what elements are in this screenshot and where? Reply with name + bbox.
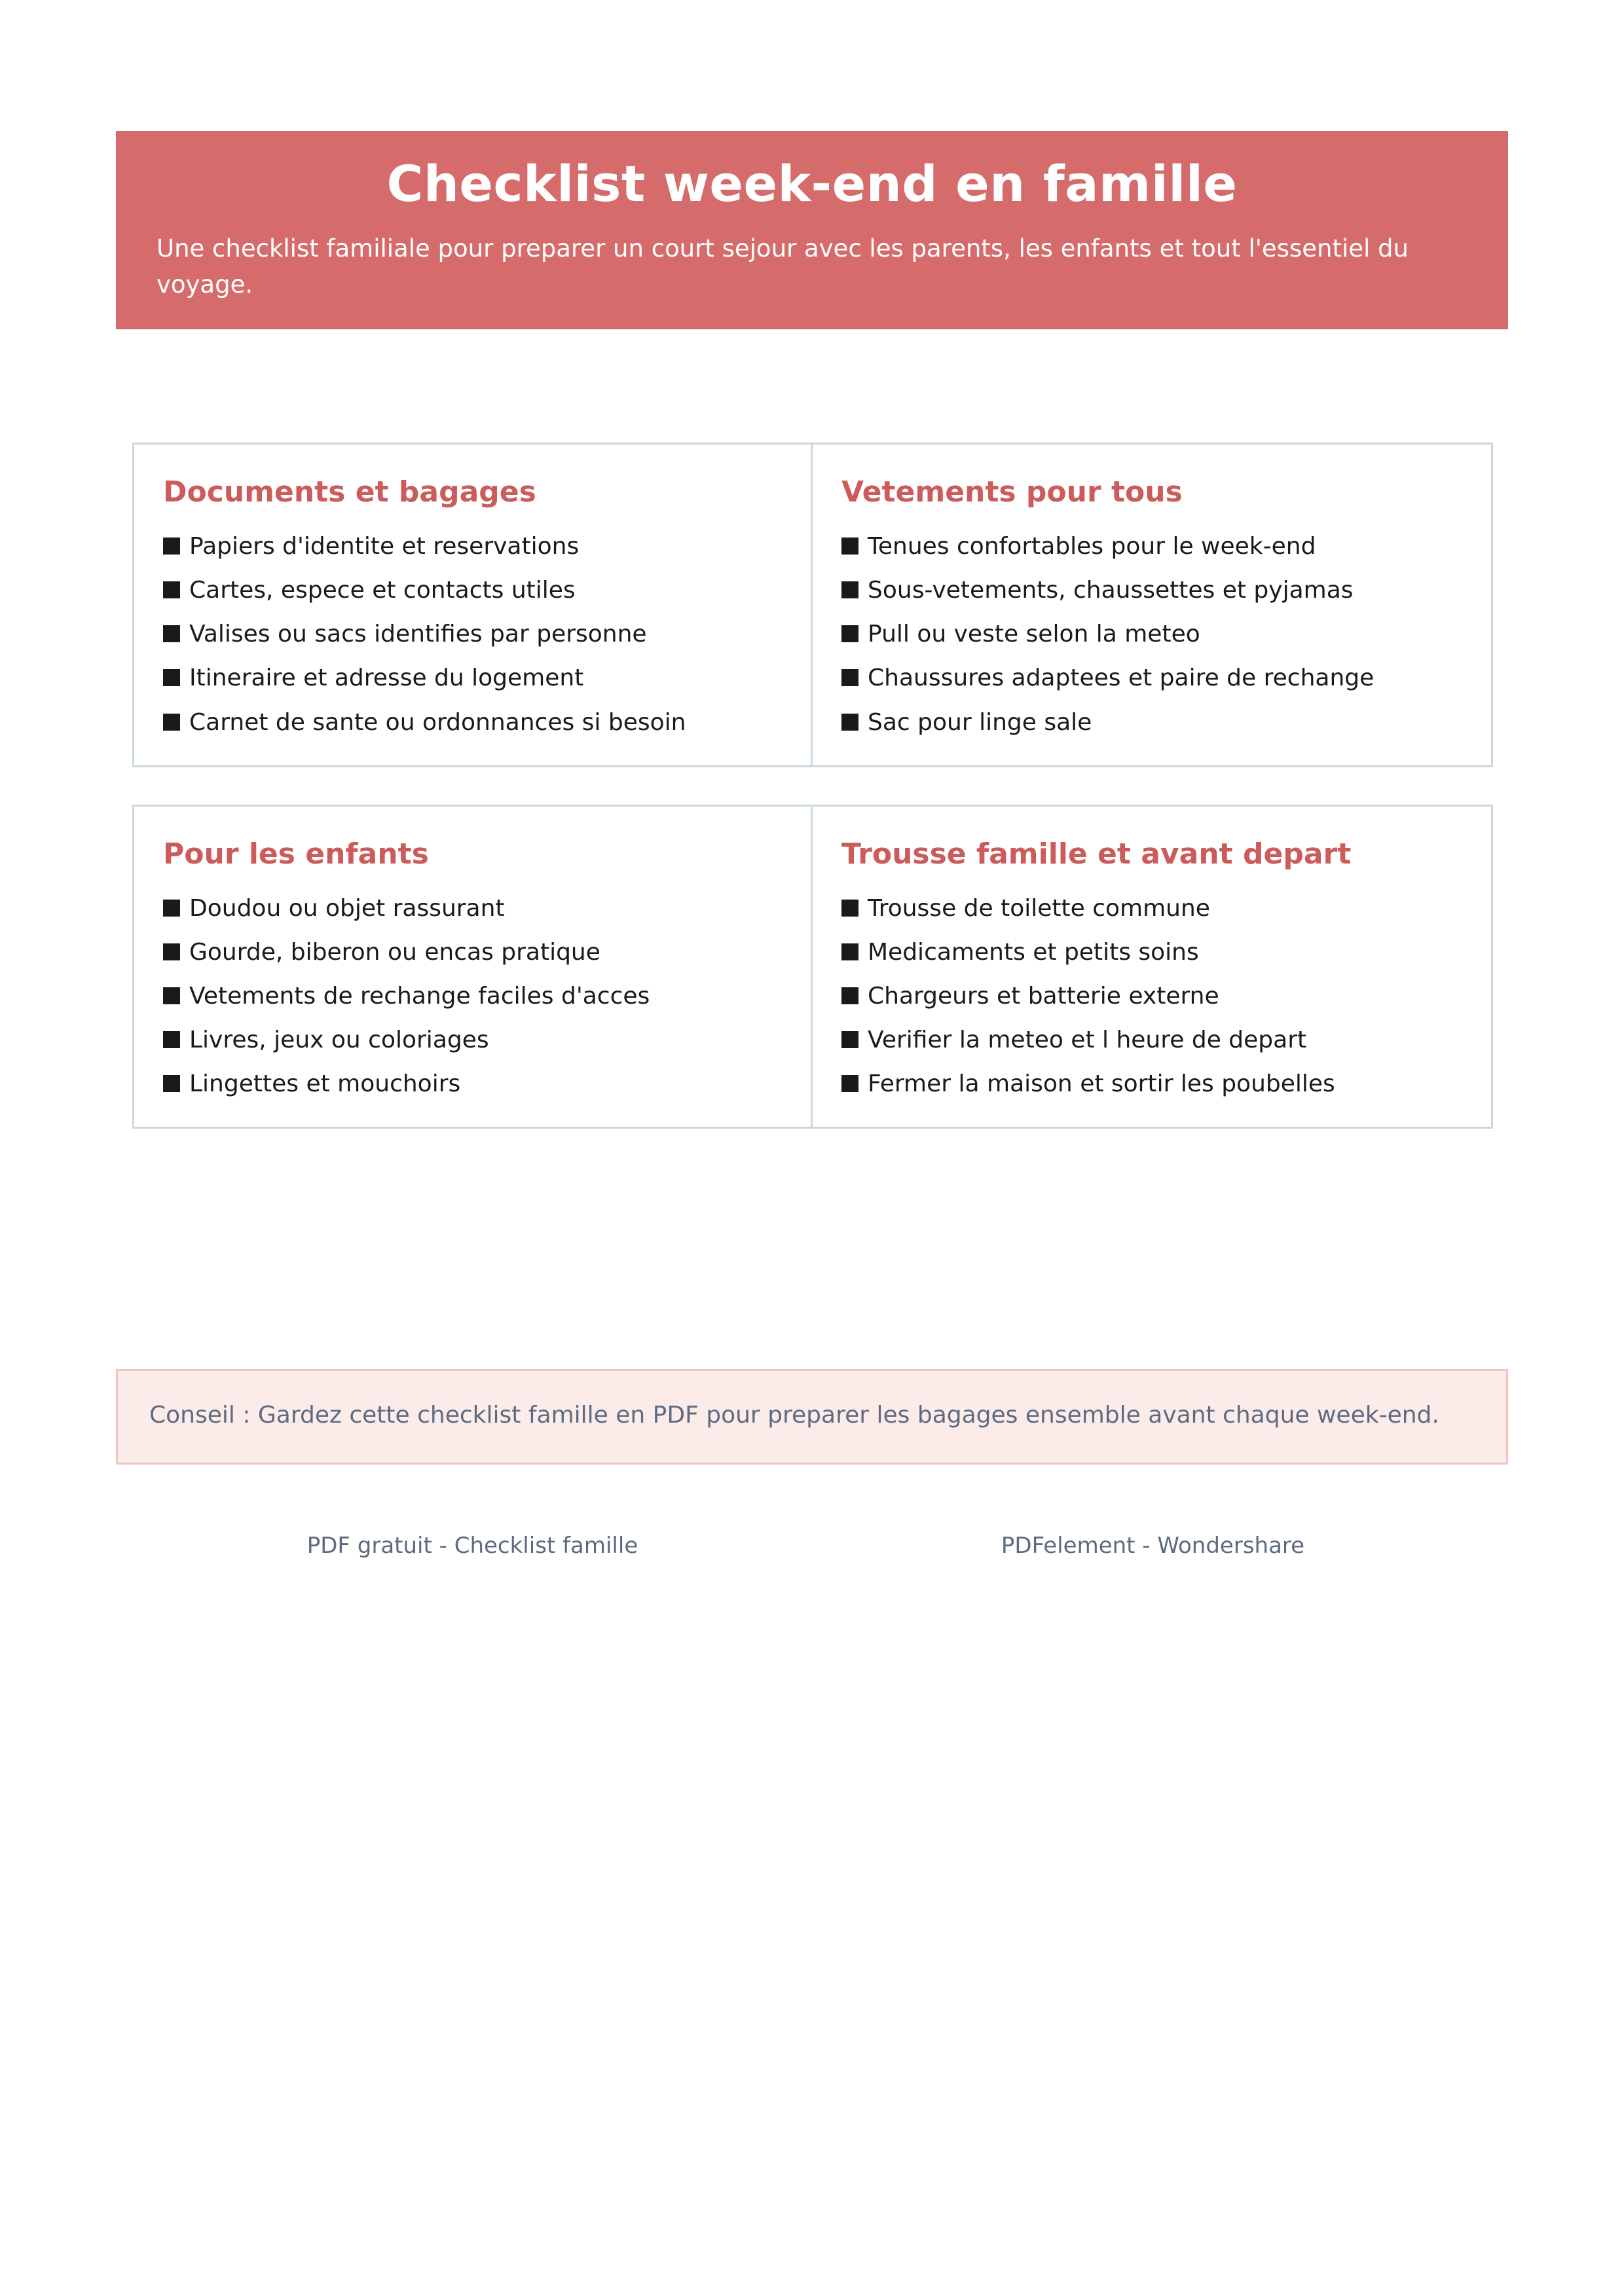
list-item[interactable] [163,1067,782,1101]
checkbox-square-icon[interactable] [163,669,180,686]
checkbox-square-icon[interactable] [841,669,858,686]
card-row-top [132,443,1493,767]
card-title: Trousse famille et avant depart [841,837,1352,871]
list-item-label: Pull ou veste selon la meteo [868,621,1200,648]
checkbox-square-icon[interactable] [163,714,180,731]
list-item-label: Sac pour linge sale [868,708,1092,736]
list-item[interactable] [163,1023,782,1057]
checklist-cards-area [132,443,1493,1129]
list-item-label: Vetements de rechange faciles d'acces [189,982,650,1010]
list-item-label: Livres, jeux ou coloriages [189,1027,489,1054]
checkbox-square-icon[interactable] [163,581,180,598]
list-item-label: Cartes, espece et contacts utiles [189,577,576,604]
checkbox-square-icon[interactable] [163,987,180,1004]
list-item-label: Verifier la meteo et l heure de depart [868,1027,1307,1054]
list-item[interactable] [841,617,1462,651]
list-item-label: Valises ou sacs identifies par personne [189,621,647,648]
checkbox-square-icon[interactable] [163,1031,180,1048]
list-item-label: Doudou ou objet rassurant [189,894,505,922]
page-title: Checklist week-end en famille [386,155,1238,213]
checkbox-square-icon[interactable] [841,538,858,555]
list-item[interactable] [163,661,782,695]
list-item[interactable] [163,617,782,651]
checkbox-square-icon[interactable] [841,1031,858,1048]
footer-left-label: PDF gratuit - Checklist famille [306,1533,638,1559]
checklist-card-trousse-famille-et-avant-depart [813,805,1493,1129]
checklist-items [163,530,782,739]
checkbox-square-icon[interactable] [841,581,858,598]
header-banner [116,131,1508,329]
list-item-label: Papiers d'identite et reservations [189,533,580,560]
list-item-label: Carnet de sante ou ordonnances si besoin [189,708,686,736]
list-item[interactable] [841,892,1462,925]
card-title: Pour les enfants [163,837,429,871]
checklist-items [163,892,782,1101]
list-item[interactable] [841,706,1462,739]
list-item[interactable] [163,574,782,607]
footer [132,1531,1493,1562]
checklist-card-pour-les-enfants [132,805,813,1129]
list-item-label: Fermer la maison et sortir les poubelles [868,1070,1335,1098]
card-title: Documents et bagages [163,475,536,509]
list-item[interactable] [163,892,782,925]
list-item[interactable] [841,661,1462,695]
card-title: Vetements pour tous [841,475,1183,509]
list-item-label: Chaussures adaptees et paire de rechange [868,665,1375,692]
checklist-card-documents-et-bagages [132,443,813,767]
list-item[interactable] [841,936,1462,969]
page-subtitle: Une checklist familiale pour preparer un court sejour avec les parents, les enfants et tout l'essentiel du voyage. [157,234,1409,299]
list-item-label: Gourde, biberon ou encas pratique [189,938,600,966]
checkbox-square-icon[interactable] [841,943,858,960]
list-item-label: Lingettes et mouchoirs [189,1070,461,1098]
list-item-label: Sous-vetements, chaussettes et pyjamas [868,577,1354,604]
tip-text: Conseil : Gardez cette checklist famille en PDF pour preparer les bagages ensemble avant chaque week-end. [149,1402,1439,1429]
checkbox-square-icon[interactable] [841,900,858,917]
list-item-label: Trousse de toilette commune [868,894,1210,922]
list-item[interactable] [841,574,1462,607]
card-row-bottom [132,805,1493,1129]
list-item-label: Itineraire et adresse du logement [189,665,584,692]
checklist-items [841,530,1462,739]
checkbox-square-icon[interactable] [841,714,858,731]
list-item[interactable] [841,530,1462,563]
checklist-card-vetements-pour-tous [813,443,1493,767]
tip-box [116,1369,1508,1465]
checkbox-square-icon[interactable] [163,943,180,960]
list-item[interactable] [163,936,782,969]
checkbox-square-icon[interactable] [841,987,858,1004]
checkbox-square-icon[interactable] [163,900,180,917]
footer-right-label: PDFelement - Wondershare [1001,1533,1305,1559]
list-item[interactable] [841,1067,1462,1101]
checkbox-square-icon[interactable] [163,625,180,642]
list-item-label: Medicaments et petits soins [868,938,1199,966]
checkbox-square-icon[interactable] [163,1075,180,1092]
checkbox-square-icon[interactable] [841,1075,858,1092]
list-item[interactable] [163,706,782,739]
checkbox-square-icon[interactable] [841,625,858,642]
list-item[interactable] [841,979,1462,1013]
checklist-items [841,892,1462,1101]
list-item-label: Tenues confortables pour le week-end [868,533,1316,560]
list-item[interactable] [163,979,782,1013]
checkbox-square-icon[interactable] [163,538,180,555]
list-item[interactable] [841,1023,1462,1057]
list-item-label: Chargeurs et batterie externe [868,982,1219,1010]
list-item[interactable] [163,530,782,563]
